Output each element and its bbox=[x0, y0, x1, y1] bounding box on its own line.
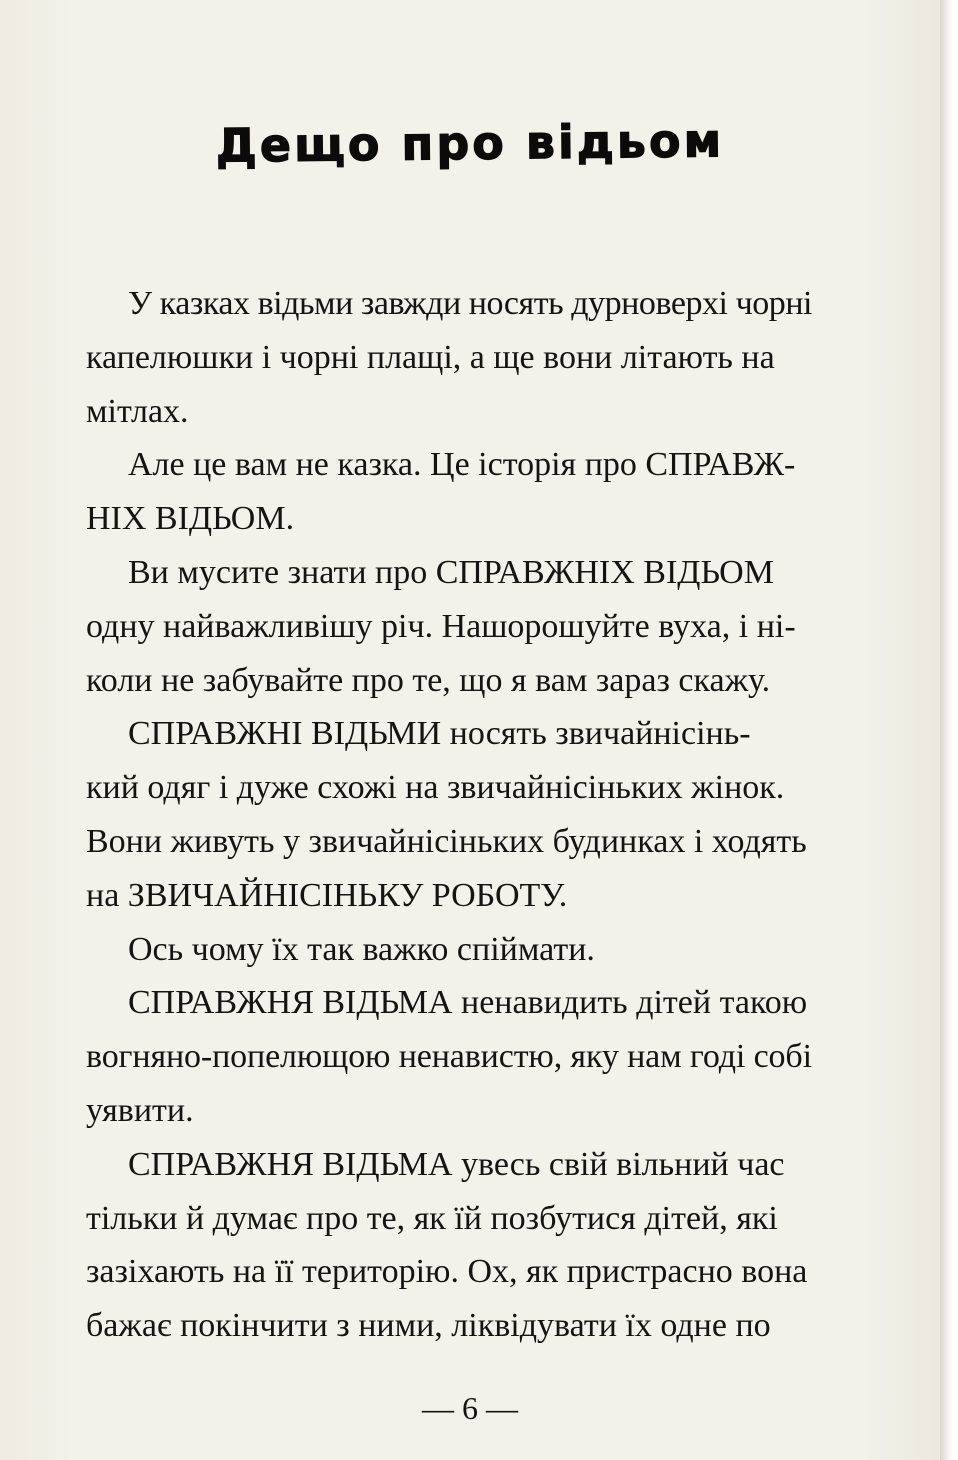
text-line: одну найважливішу річ. Нашорошуйте вуха, і ні- bbox=[86, 607, 796, 645]
text-line: Вони живуть у звичайнісіньких будинках і ходять bbox=[86, 822, 807, 860]
text-line: коли не забувайте про те, що я вам зараз скажу. bbox=[86, 661, 771, 699]
text-line: СПРАВЖНЯ ВІДЬМА увесь свій вільний час bbox=[128, 1145, 785, 1183]
paragraph bbox=[86, 546, 854, 707]
text-line: вогняно-попелющою ненавистю, яку нам годі собі bbox=[86, 1038, 812, 1076]
text-line: Але це вам не казка. Це історія про СПРАВЖ- bbox=[128, 446, 796, 484]
text-line: уявити. bbox=[86, 1091, 194, 1129]
text-line: НІХ ВІДЬОМ. bbox=[86, 500, 295, 538]
text-line: тільки й думає про те, як їй позбутися дітей, які bbox=[86, 1199, 778, 1237]
text-line: зазіхають на її територію. Ох, як пристрасно вона bbox=[86, 1253, 808, 1291]
text-line: бажає покінчити з ними, ліквідувати їх одне по bbox=[86, 1307, 771, 1345]
paragraph bbox=[86, 1138, 854, 1353]
text-line: Ви мусите знати про СПРАВЖНІХ ВІДЬОМ bbox=[128, 553, 774, 591]
page-number: — 6 — bbox=[422, 1390, 518, 1426]
text-line: на ЗВИЧАЙНІСІНЬКУ РОБОТУ. bbox=[86, 876, 568, 914]
text-line: кий одяг і дуже схожі на звичайнісіньких жінок. bbox=[86, 769, 785, 807]
paragraph bbox=[86, 707, 854, 922]
text-line: У казках відьми завжди носять дурноверхі чорні bbox=[128, 285, 813, 322]
paragraph bbox=[86, 277, 854, 438]
text-line: СПРАВЖНЯ ВІДЬМА ненавидить дітей такою bbox=[128, 984, 808, 1022]
text-line: Ось чому їх так важко спіймати. bbox=[128, 930, 595, 968]
text-line: СПРАВЖНІ ВІДЬМИ носять звичайнісінь- bbox=[128, 715, 751, 753]
page-edge-shadow bbox=[940, 0, 958, 1460]
paragraph bbox=[86, 923, 854, 977]
paragraph bbox=[86, 976, 854, 1137]
body-text bbox=[86, 277, 854, 1353]
paragraph bbox=[86, 438, 854, 546]
chapter-title: Дещо про відьом bbox=[215, 113, 725, 173]
text-line: капелюшки і чорні плащі, а ще вони літають на bbox=[86, 338, 775, 376]
text-line: мітлах. bbox=[86, 392, 189, 430]
